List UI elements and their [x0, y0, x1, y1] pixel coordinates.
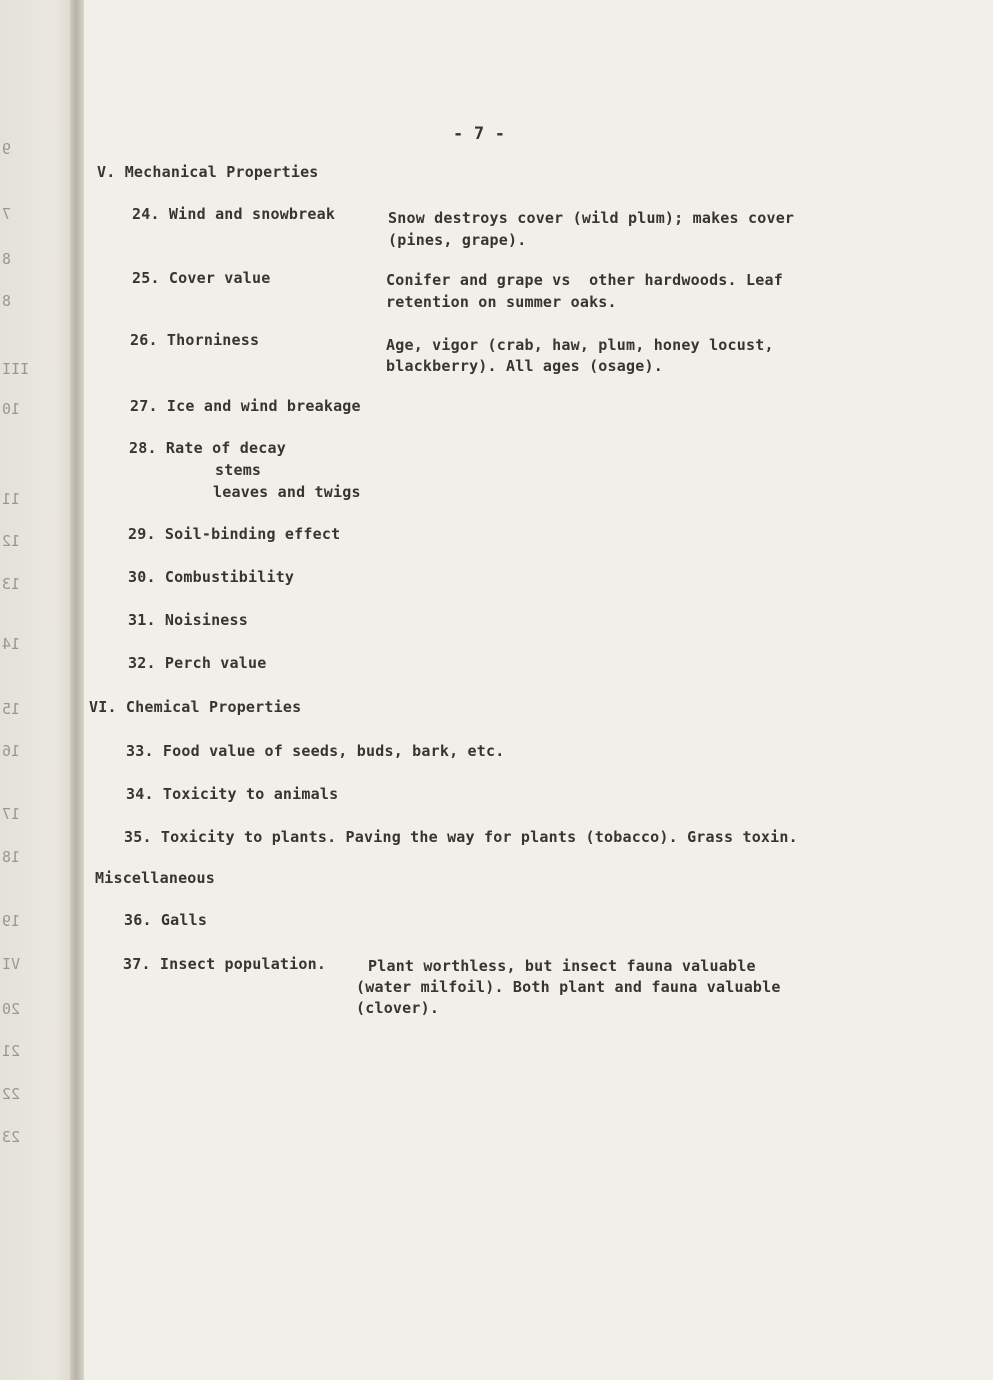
bleed-mark: III [2, 360, 30, 378]
item-desc-37-line1: Plant worthless, but insect fauna valuable [368, 957, 756, 975]
item-label-30: 30. Combustibility [128, 568, 295, 586]
bleed-mark: 16 [2, 742, 21, 760]
bleed-mark: 17 [2, 805, 21, 823]
item-label-29: 29. Soil-binding effect [128, 525, 341, 543]
binding-spine [70, 0, 84, 1380]
section-heading-mechanical: V. Mechanical Properties [97, 163, 319, 181]
item-desc-26-line2: blackberry). All ages (osage). [386, 357, 663, 375]
item-desc-26-line1: Age, vigor (crab, haw, plum, honey locust, [386, 336, 774, 354]
bleed-mark: 9 [2, 140, 12, 158]
item-label-26: 26. Thorniness [130, 331, 260, 349]
item-sub-28-stems: stems [215, 461, 262, 479]
bleed-mark: VI [2, 955, 21, 973]
item-label-33: 33. Food value of seeds, buds, bark, etc. [126, 742, 505, 760]
section-heading-chemical: VI. Chemical Properties [89, 698, 302, 716]
bleed-mark: 11 [2, 490, 21, 508]
bleed-mark: 18 [2, 848, 21, 866]
bleed-mark: 7 [2, 205, 12, 223]
item-desc-25-line2: retention on summer oaks. [386, 293, 617, 311]
bleed-mark: 8 [2, 250, 12, 268]
item-label-27: 27. Ice and wind breakage [130, 397, 361, 415]
item-label-24: 24. Wind and snowbreak [132, 205, 336, 223]
item-desc-25-line1: Conifer and grape vs other hardwoods. Leaf [386, 271, 783, 289]
item-desc-37-line2: (water milfoil). Both plant and fauna valuable [356, 978, 781, 996]
item-label-37: 37. Insect population. [123, 955, 327, 973]
item-label-31: 31. Noisiness [128, 611, 248, 629]
section-heading-miscellaneous: Miscellaneous [95, 869, 215, 887]
bleed-mark: 19 [2, 912, 21, 930]
item-sub-28-leaves: leaves and twigs [213, 483, 361, 501]
bleed-mark: 8 [2, 292, 12, 310]
bleed-mark: 15 [2, 700, 21, 718]
bleed-mark: 14 [2, 635, 21, 653]
item-desc-24-line1: Snow destroys cover (wild plum); makes cover [388, 209, 795, 227]
item-label-28: 28. Rate of decay [129, 439, 286, 457]
item-label-35: 35. Toxicity to plants. Paving the way for plants (tobacco). Grass toxin. [124, 828, 798, 846]
bleed-mark: 22 [2, 1085, 21, 1103]
page-number: - 7 - [453, 124, 506, 144]
bleed-mark: 23 [2, 1128, 21, 1146]
bleed-mark: 12 [2, 532, 21, 550]
bleed-mark: 10 [2, 400, 21, 418]
bleed-mark: 21 [2, 1042, 21, 1060]
adjacent-page-edge [0, 0, 78, 1380]
bleed-mark: 13 [2, 575, 21, 593]
item-label-25: 25. Cover value [132, 269, 271, 287]
item-label-36: 36. Galls [124, 911, 208, 929]
item-desc-37-line3: (clover). [356, 999, 440, 1017]
bleed-mark: 20 [2, 1000, 21, 1018]
item-label-32: 32. Perch value [128, 654, 267, 672]
item-desc-24-line2: (pines, grape). [388, 231, 527, 249]
item-label-34: 34. Toxicity to animals [126, 785, 339, 803]
